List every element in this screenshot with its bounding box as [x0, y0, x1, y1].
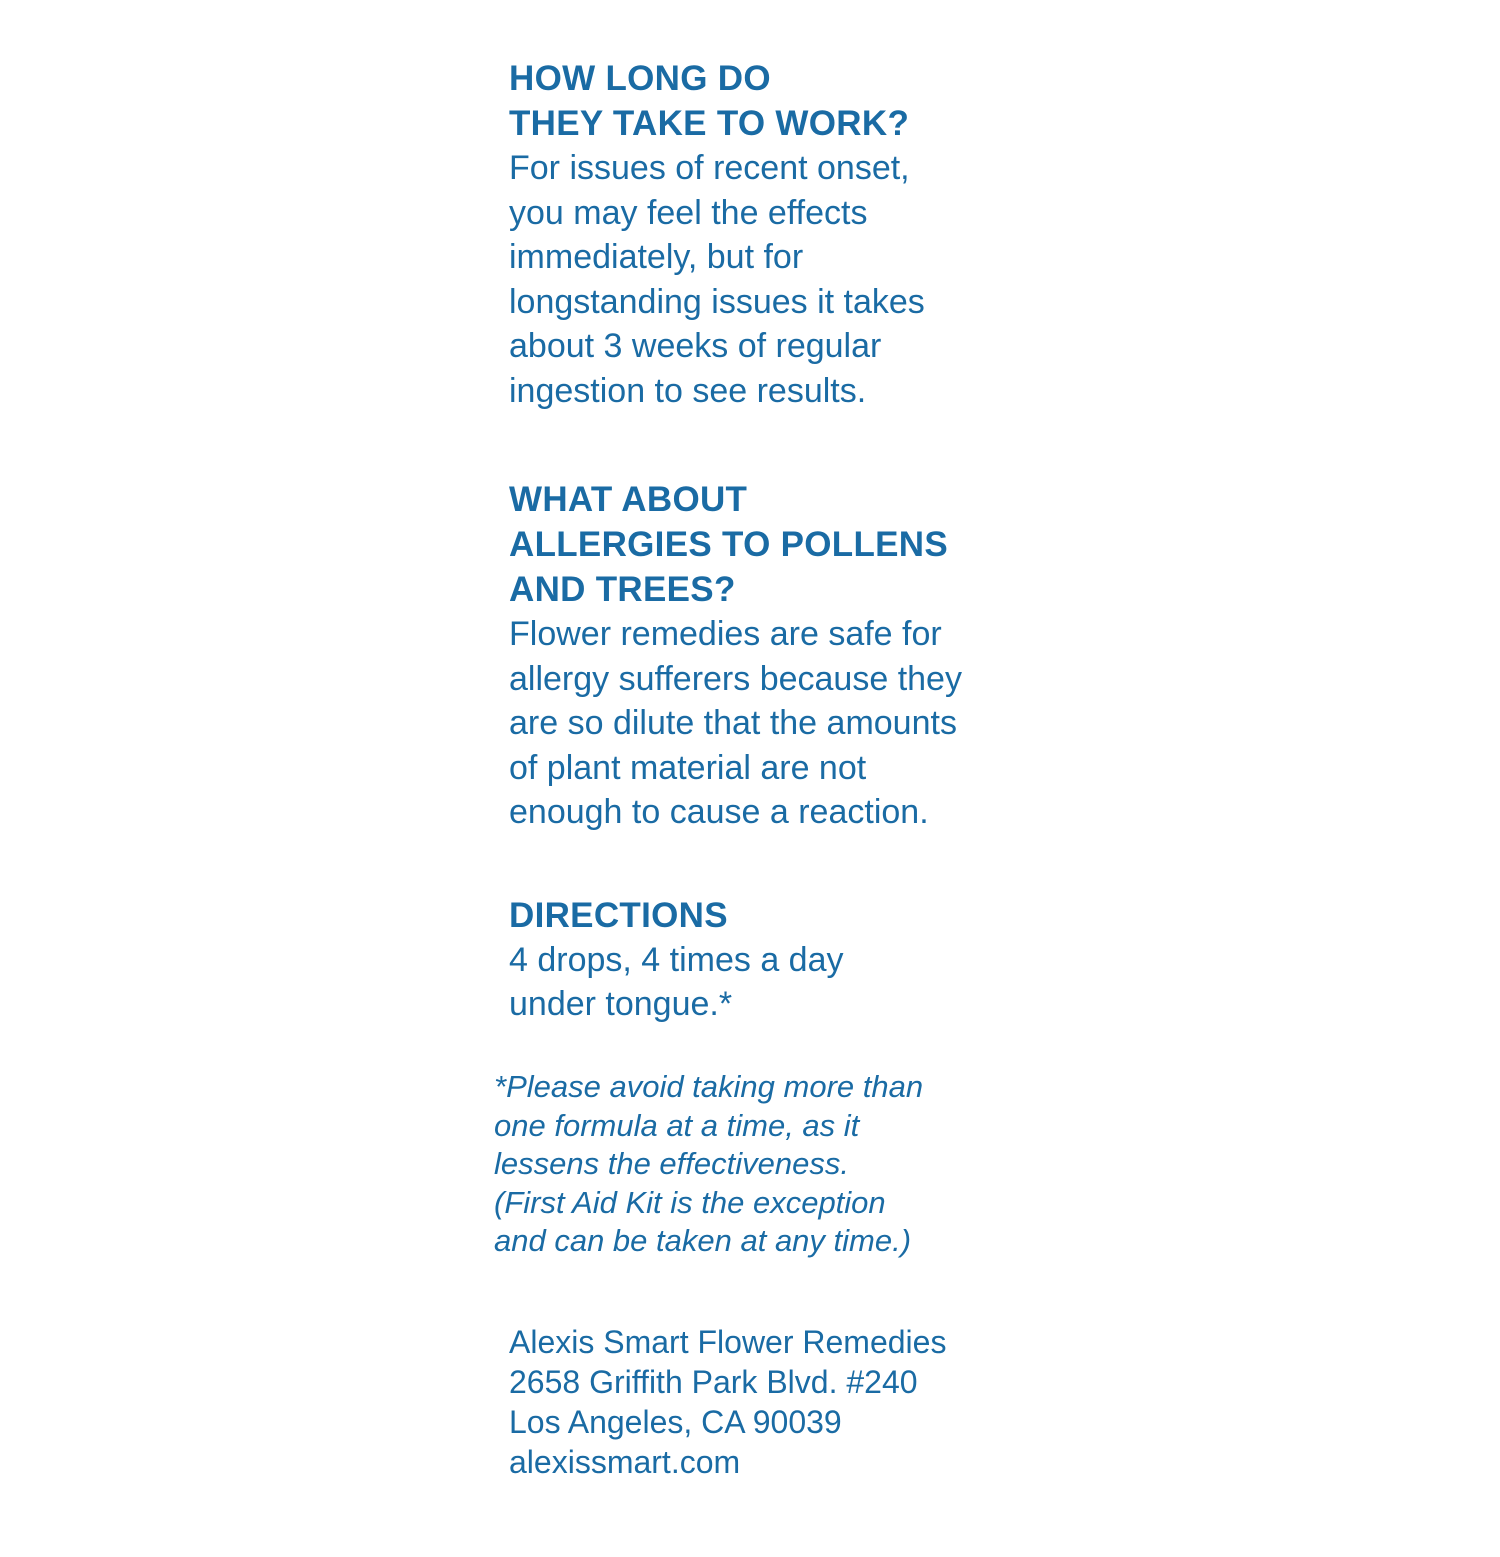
body-line: ingestion to see results. [509, 371, 867, 410]
footnote [494, 1068, 1034, 1261]
body-line: Flower remedies are safe for [509, 615, 942, 653]
body-line: For issues of recent onset, [509, 149, 910, 187]
body-line: 4 drops, 4 times a day [509, 940, 844, 979]
body-line: immediately, but for [509, 238, 804, 276]
body-line: you may feel the effects [509, 193, 868, 232]
address-line-street: 2658 Griffith Park Blvd. #240 [509, 1364, 918, 1400]
section-how-long-to-work [509, 56, 1029, 413]
body-directions [509, 938, 1029, 1027]
body-line: are so dilute that the amounts [509, 704, 957, 742]
heading-line: HOW LONG DO [509, 59, 771, 98]
body-how-long-to-work [509, 146, 1029, 413]
heading-directions [509, 893, 1029, 938]
main-content [509, 56, 1029, 1027]
footnote-line: and can be taken at any time.) [494, 1223, 912, 1258]
heading-line: DIRECTIONS [509, 895, 728, 935]
body-line: allergy sufferers because they [509, 659, 962, 698]
body-line: about 3 weeks of regular [509, 327, 882, 365]
heading-line: THEY TAKE TO WORK? [509, 104, 910, 143]
footnote-line: one formula at a time, as it [494, 1107, 860, 1143]
body-line: enough to cause a reaction. [509, 793, 929, 831]
address-line-city: Los Angeles, CA 90039 [509, 1404, 842, 1440]
section-spacer [509, 835, 1029, 893]
company-address [509, 1322, 1049, 1482]
section-directions [509, 893, 1029, 1027]
heading-how-long-to-work [509, 56, 1029, 146]
body-line: under tongue.* [509, 985, 733, 1023]
address-line-company: Alexis Smart Flower Remedies [509, 1324, 947, 1360]
section-spacer [509, 413, 1029, 477]
heading-line: WHAT ABOUT [509, 480, 748, 519]
body-allergies [509, 612, 1029, 835]
body-line: of plant material are not [509, 748, 867, 787]
address-line-website[interactable]: alexissmart.com [509, 1444, 741, 1480]
section-allergies [509, 477, 1029, 835]
footnote-line: lessens the effectiveness. [494, 1146, 849, 1181]
heading-allergies [509, 477, 1029, 612]
footnote-line: (First Aid Kit is the exception [494, 1184, 886, 1220]
heading-line: AND TREES? [509, 570, 736, 609]
heading-line: ALLERGIES TO POLLENS [509, 525, 949, 564]
footnote-line: *Please avoid taking more than [494, 1069, 924, 1104]
body-line: longstanding issues it takes [509, 282, 925, 321]
